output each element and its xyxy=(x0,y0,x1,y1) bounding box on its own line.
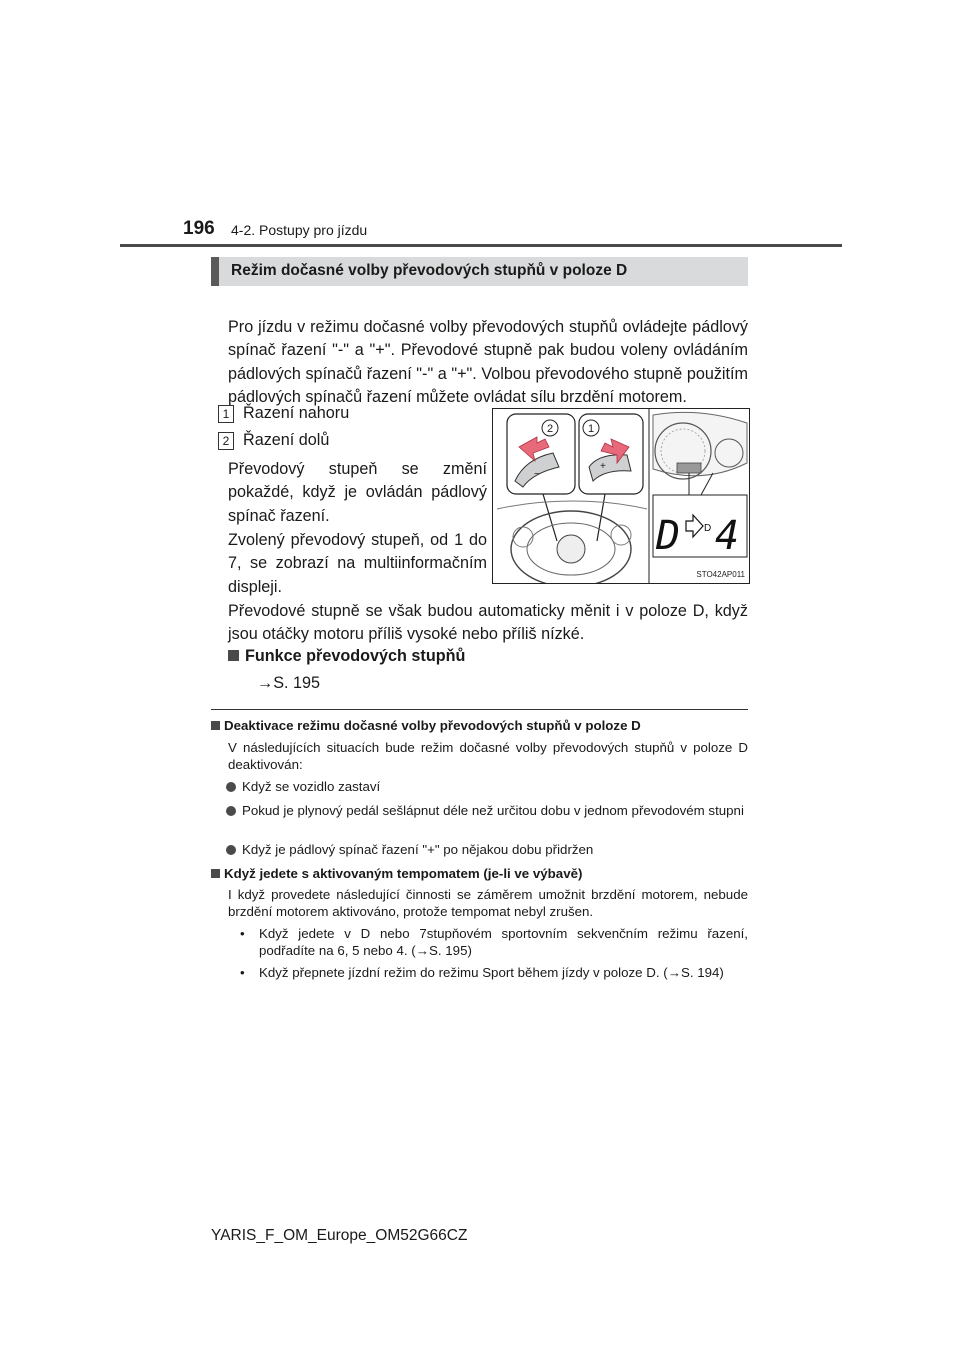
dash-bullet-icon: • xyxy=(240,965,245,980)
list-item: Pokud je plynový pedál sešlápnut déle než určitou dobu v jednom převodovém stupni xyxy=(242,803,744,818)
document-footer: YARIS_F_OM_Europe_OM52G66CZ xyxy=(211,1227,468,1244)
note-heading-cruise-control: Když jedete s aktivovaným tempomatem (je-li ve výbavě) xyxy=(211,866,582,883)
list-item: Když je pádlový spínač řazení "+" po nějakou dobu přidržen xyxy=(242,842,594,857)
page-number: 196 xyxy=(183,218,215,239)
callout-number-2: 2 xyxy=(218,432,234,450)
figure-callout-2: 2 xyxy=(547,423,554,435)
figure-callout-1: 1 xyxy=(588,423,595,435)
description-display: Zvolený převodový stupeň, od 1 do 7, se zobrazí na multiinformačním displeji. xyxy=(228,531,487,596)
display-mode-letter: D xyxy=(704,523,712,534)
note-heading-deactivation: Deaktivace režimu dočasné volby převodových stupňů v poloze D xyxy=(211,718,641,735)
intro-paragraph: Pro jízdu v režimu dočasné volby převodových stupňů ovládejte pádlový spínač řazení "-" a "+". Převodové stupně pak budou voleny ovládáním pádlových spínačů řazení "-" a "+". Volbou převodového stupně použitím pádlových spínačů řazení můžete ovládat sílu brzdění motorem. xyxy=(228,318,748,406)
square-bullet-icon xyxy=(211,721,220,730)
description-auto-change: Převodové stupně se však budou automaticky měnit i v poloze D, když jsou otáčky motoru příliš vysoké nebo příliš nízké. xyxy=(228,602,748,644)
dash-bullet-icon: • xyxy=(240,926,245,941)
note-text-deactivation: V následujících situacích bude režim dočasné volby převodových stupňů v poloze D deaktivován: xyxy=(228,740,748,772)
section-title: Režim dočasné volby převodových stupňů v poloze D xyxy=(231,262,628,279)
section-title-box xyxy=(211,257,748,286)
subheading-gear-function: Funkce převodových stupňů xyxy=(228,647,465,666)
callout-label-upshift: Řazení nahoru xyxy=(243,404,350,422)
list-item: Když se vozidlo zastaví xyxy=(242,779,381,794)
list-item-text: Když přepnete jízdní režim do režimu Sport během jízdy v poloze D. (→S. 194) xyxy=(259,965,724,980)
plus-sign: + xyxy=(600,461,606,472)
list-item xyxy=(240,965,748,982)
square-bullet-icon xyxy=(228,650,239,661)
header-divider xyxy=(120,244,842,247)
figure-code: STO42AP011 xyxy=(696,570,745,579)
description-gear-change: Převodový stupeň se změní pokaždé, když je ovládán pádlový spínač řazení. xyxy=(228,460,487,525)
minus-sign: − xyxy=(534,469,540,480)
square-bullet-icon xyxy=(211,869,220,878)
notes-divider xyxy=(211,709,748,710)
display-left-char: D xyxy=(656,513,681,559)
section-label: 4-2. Postupy pro jízdu xyxy=(231,222,368,238)
list-item-text: Když jedete v D nebo 7stupňovém sportovním sekvenčním režimu řazení, podřadíte na 6, 5 nebo 4. (→S. 195) xyxy=(259,926,748,958)
illustration-svg xyxy=(493,409,750,584)
multi-info-display xyxy=(677,463,701,473)
paddle-shift-illustration xyxy=(492,408,750,584)
callout-number-1: 1 xyxy=(218,405,234,423)
callout-label-downshift: Řazení dolů xyxy=(243,431,330,449)
note-text-cruise-control: I když provedete následující činnosti se záměrem umožnit brzdění motorem, nebude brzdění motorem aktivováno, protože tempomat nebyl zrušen. xyxy=(228,887,748,919)
list-item xyxy=(240,926,748,959)
display-gear-number: 4 xyxy=(715,513,740,559)
page-reference-link[interactable]: →S. 195 xyxy=(257,674,320,692)
